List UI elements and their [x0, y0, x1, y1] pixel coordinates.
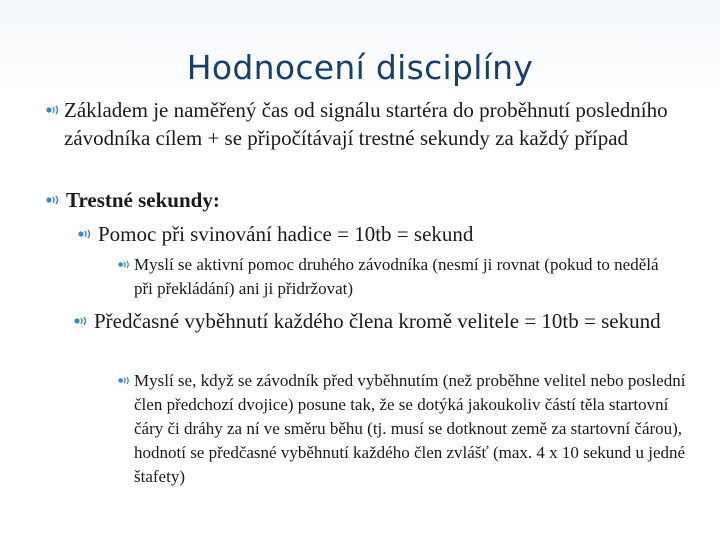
dot-wave-bullet-icon — [46, 96, 64, 115]
bullet-item-false-start — [74, 307, 674, 335]
bullet-item-hose-help — [78, 220, 678, 248]
bullet-item-hose-help-detail — [118, 253, 678, 301]
dot-wave-bullet-icon — [46, 186, 66, 205]
bullet-text: Předčasné vyběhnutí každého člena kromě velitele = 10tb = sekund — [94, 309, 661, 333]
bullet-text: Myslí se aktivní pomoc druhého závodníka (nesmí ji rovnat (pokud to nedělá při překládání) ani ji přidržovat) — [134, 255, 659, 298]
dot-wave-bullet-icon — [118, 369, 134, 385]
bullet-item-penalty-heading — [46, 186, 696, 214]
dot-wave-bullet-icon — [78, 220, 98, 239]
bullet-text: Pomoc při svinování hadice = 10tb = sekund — [98, 222, 474, 246]
slide-title: Hodnocení disciplíny — [186, 48, 534, 87]
bullet-text: Myslí se, když se závodník před vyběhnutím (než proběhne velitel nebo poslední člen předchozí dvojice) posune tak, že se dotýká jakoukoliv částí těla startovní čáry či dráhy za ní ve směru běhu (tj. musí se dotknout země za startovní čárou), hodnotí se předčasné vyběhnutí každého člen zvlášť (max. 4 x 10 sekund u jedné štafety) — [134, 371, 686, 486]
bullet-item-basis — [46, 96, 696, 152]
dot-wave-bullet-icon — [118, 253, 134, 269]
dot-wave-bullet-icon — [74, 307, 94, 326]
bullet-text: Trestné sekundy: — [66, 188, 220, 212]
bullet-item-false-start-detail — [118, 369, 688, 489]
bullet-text: Základem je naměřený čas od signálu startéra do proběhnutí posledního závodníka cílem + se připočítávají trestné sekundy za každý případ — [64, 98, 668, 150]
